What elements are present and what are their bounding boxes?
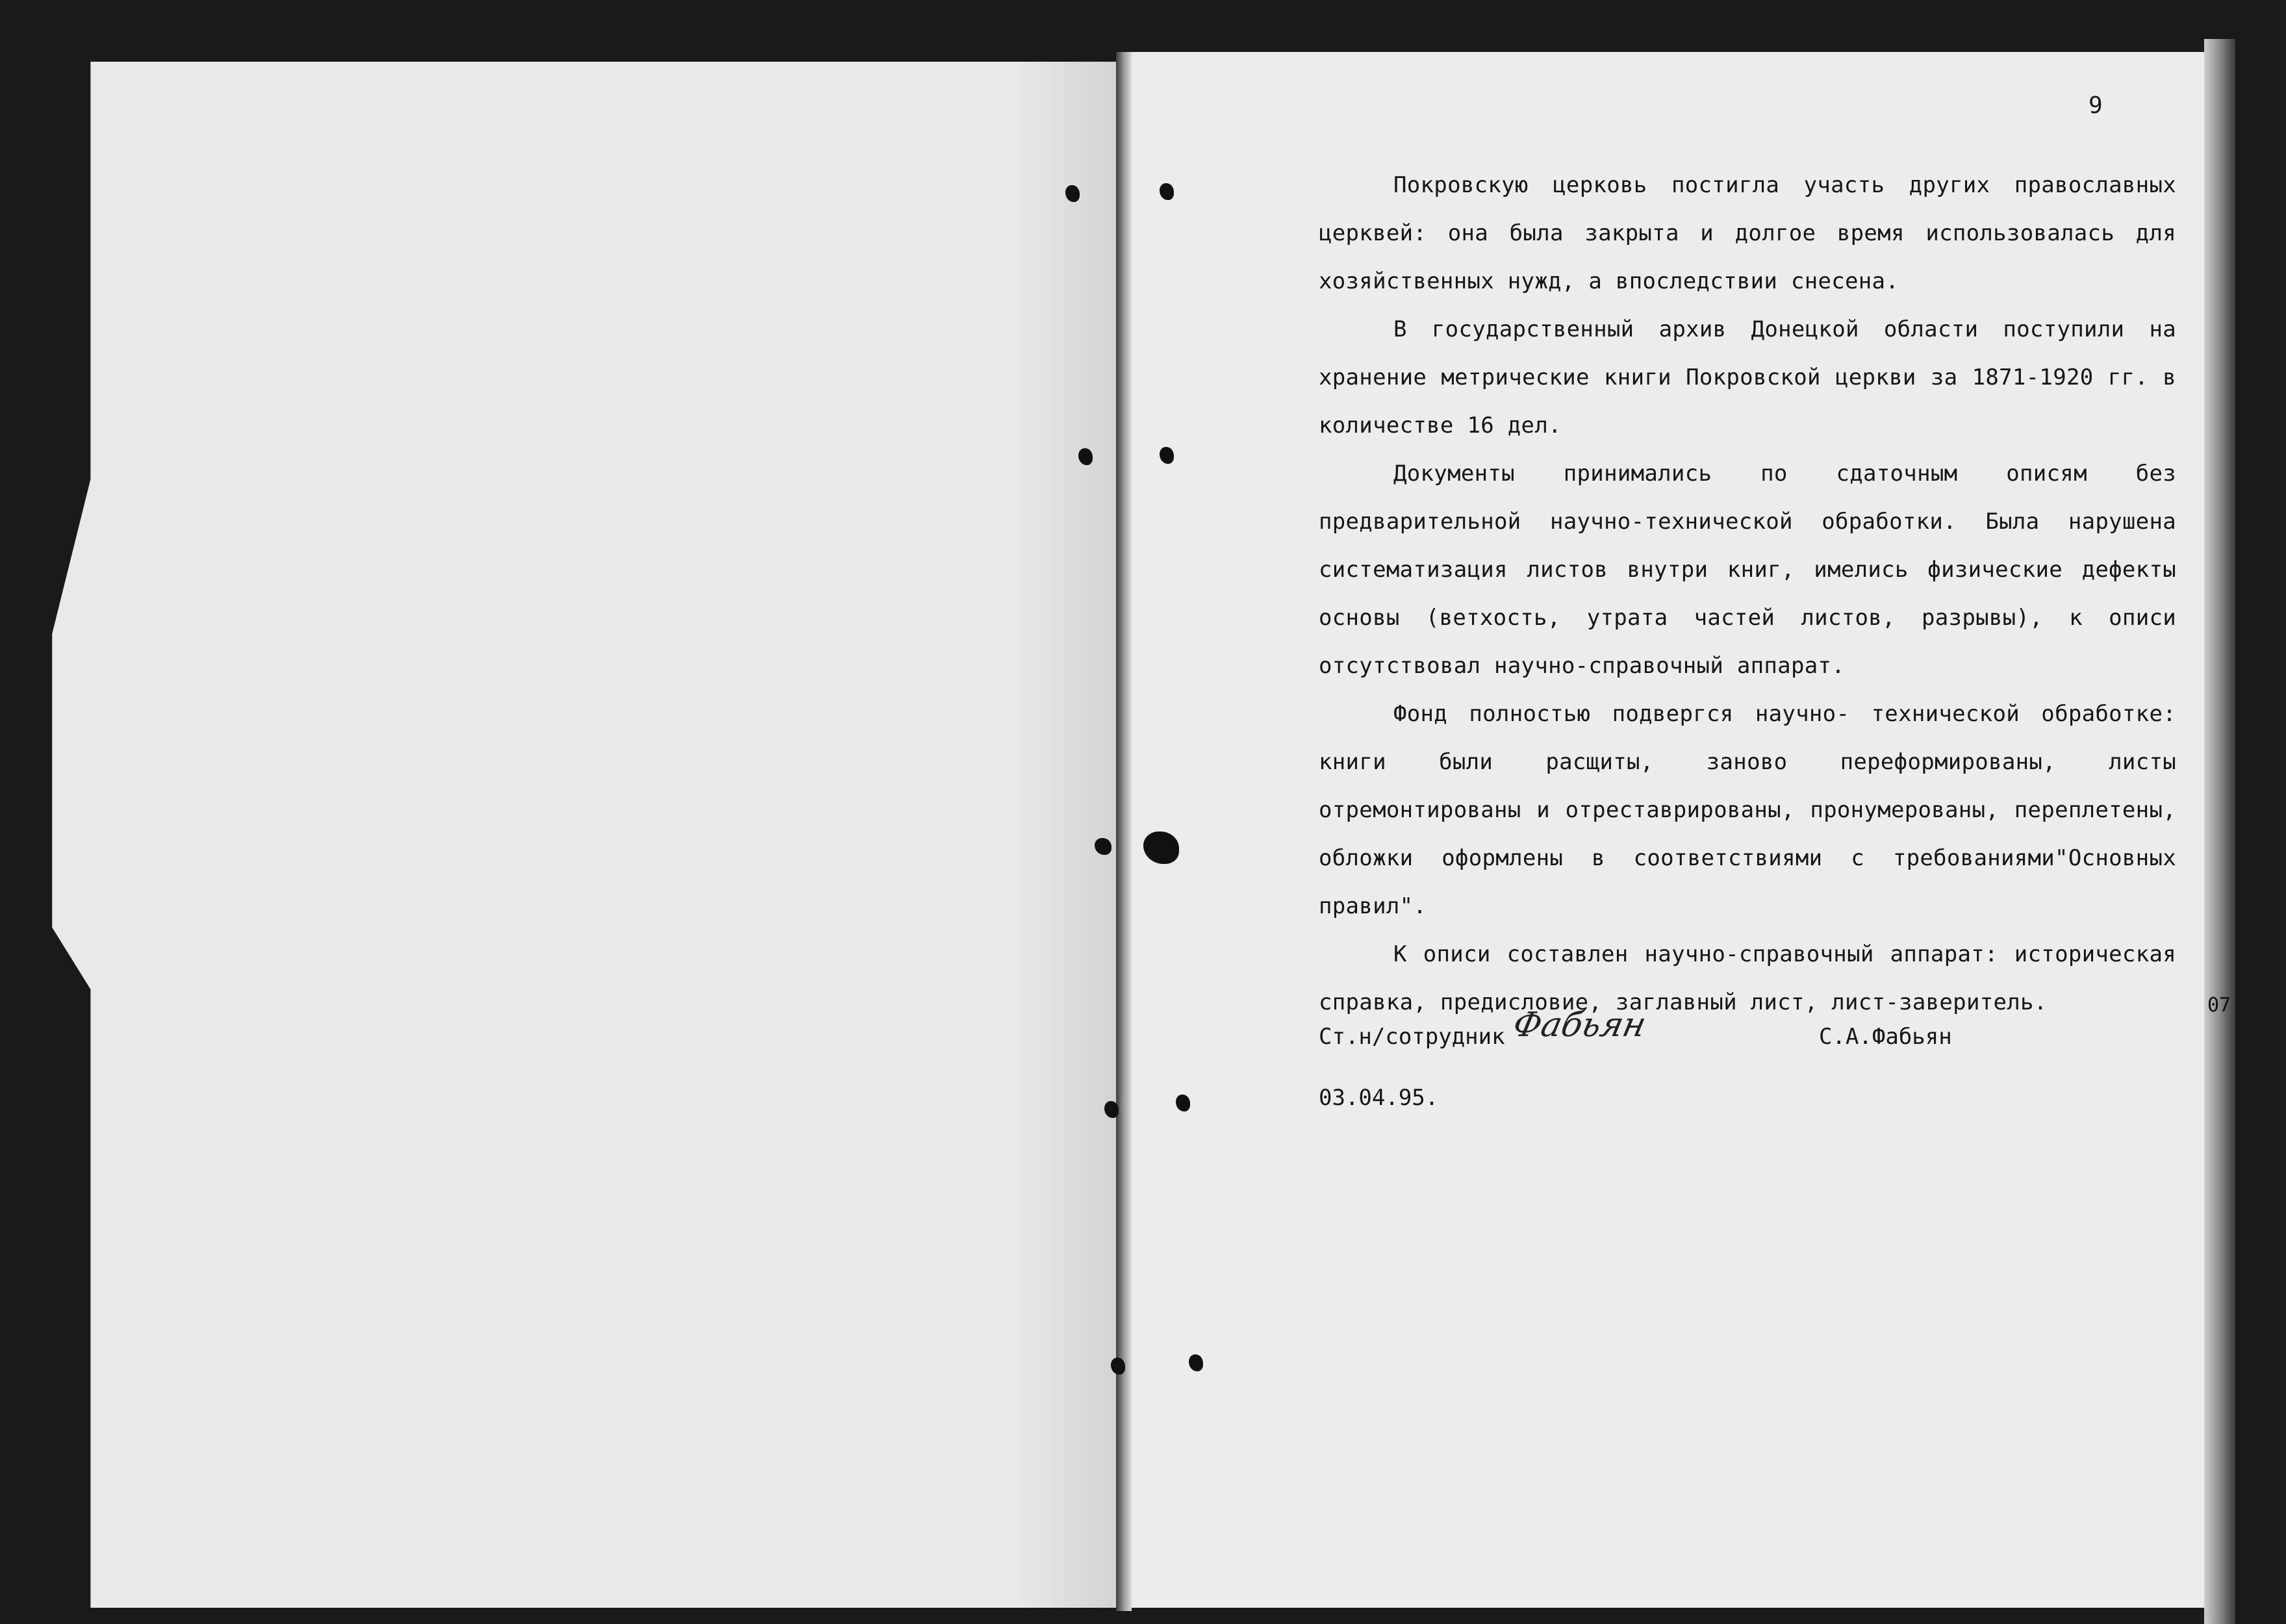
binding-hole (1111, 1358, 1125, 1375)
handwritten-signature: Фабьян (1509, 1006, 1650, 1045)
binding-hole (1189, 1354, 1203, 1371)
page-stack-edge (2204, 39, 2235, 1624)
binding-hole (1160, 183, 1174, 200)
binding-hole (1065, 185, 1080, 202)
paragraph: Фонд полностью подвергся научно- технической обработке: книги были расщиты, заново переформированы, листы отремонтированы и отреставрированы, пронумерованы, переплетены, обложки оформлены в соответствиями с требованиями"Основных правил". (1319, 701, 2176, 919)
document-date: 03.04.95. (1319, 1085, 1439, 1111)
signer-title: Ст.н/сотрудник (1319, 1024, 1505, 1050)
document-body (1319, 161, 2176, 1026)
paragraph: Документы принимались по сдаточным описям без предварительной научно-технической обработки. Была нарушена систематизация листов внутри книг, имелись физические дефекты основы (ветхость, утрата частей листов, разрывы), к описи отсутствовал научно-справочный аппарат. (1319, 461, 2176, 679)
paragraph: В государственный архив Донецкой области поступили на хранение метрические книги Покровской церкви за 1871-1920 гг. в количестве 16 дел. (1319, 316, 2176, 438)
left-page-shadow (1013, 62, 1124, 1608)
signature-row (1319, 1006, 2176, 1065)
binding-hole (1095, 838, 1111, 855)
book-gutter (1116, 52, 1132, 1611)
margin-mark: 07 (2207, 994, 2231, 1017)
binding-hole (1078, 448, 1093, 465)
binding-hole (1176, 1095, 1190, 1111)
binding-hole (1160, 447, 1174, 464)
paragraph: К описи составлен научно-справочный аппарат: историческая справка, предисловие, заглавный лист, лист-заверитель. (1319, 941, 2176, 1015)
signer-name: С.А.Фабьян (1819, 1024, 1952, 1050)
paragraph: Покровскую церковь постигла участь других православных церквей: она была закрыта и долгое время использовалась для хозяйственных нужд, а впоследствии снесена. (1319, 172, 2176, 294)
binding-hole (1104, 1101, 1119, 1118)
page-number: 9 (2089, 92, 2103, 119)
left-page (25, 62, 1123, 1608)
